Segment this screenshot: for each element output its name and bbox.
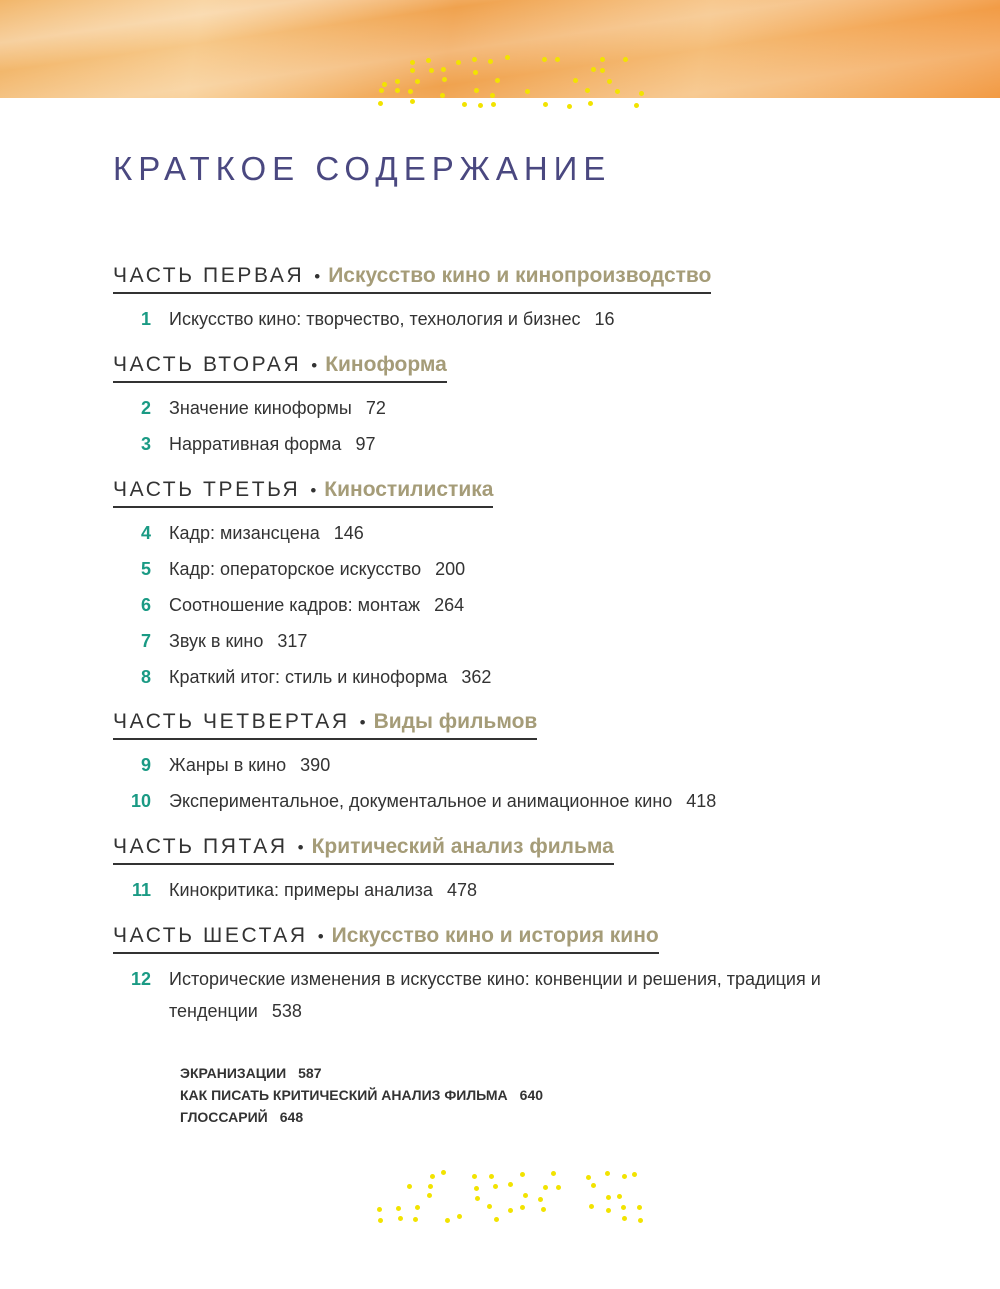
part-section bbox=[113, 922, 899, 1027]
dot bbox=[395, 79, 400, 84]
chapter-page: 97 bbox=[355, 434, 376, 454]
dot bbox=[525, 89, 530, 94]
dot bbox=[567, 104, 572, 109]
dot bbox=[413, 1217, 418, 1222]
dot bbox=[428, 1184, 433, 1189]
chapter-entry[interactable] bbox=[113, 963, 899, 1027]
chapter-entry[interactable] bbox=[113, 749, 716, 781]
chapter-number: 1 bbox=[140, 309, 151, 329]
chapter-page: 146 bbox=[333, 523, 364, 543]
dot bbox=[508, 1182, 513, 1187]
dot bbox=[600, 68, 605, 73]
part-heading[interactable] bbox=[113, 708, 537, 740]
dot bbox=[520, 1205, 525, 1210]
dot bbox=[622, 1174, 627, 1179]
dot bbox=[617, 1194, 622, 1199]
part-section bbox=[113, 351, 447, 460]
chapter-page: 362 bbox=[461, 667, 492, 687]
dot bbox=[378, 1218, 383, 1223]
dot bbox=[395, 88, 400, 93]
chapter-title: Звук в кино bbox=[169, 631, 264, 651]
chapter-entry[interactable] bbox=[113, 625, 493, 657]
chapter-number: 7 bbox=[140, 631, 151, 651]
dot bbox=[638, 1218, 643, 1223]
appendix-list bbox=[180, 1062, 543, 1128]
appendix-item[interactable] bbox=[180, 1062, 543, 1084]
appendix-item[interactable] bbox=[180, 1106, 543, 1128]
dot bbox=[637, 1205, 642, 1210]
dot bbox=[589, 1204, 594, 1209]
dot bbox=[415, 1205, 420, 1210]
dot bbox=[462, 102, 467, 107]
chapter-page: 16 bbox=[594, 309, 615, 329]
chapter-entry[interactable] bbox=[113, 589, 493, 621]
chapter-entry[interactable] bbox=[113, 517, 493, 549]
page-title: КРАТКОЕ СОДЕРЖАНИЕ bbox=[113, 150, 612, 188]
dot bbox=[623, 57, 628, 62]
part-name: Киностилистика bbox=[324, 478, 494, 501]
part-heading[interactable] bbox=[113, 476, 493, 508]
dot bbox=[490, 93, 495, 98]
dot bbox=[410, 68, 415, 73]
dot bbox=[588, 101, 593, 106]
dot bbox=[377, 1207, 382, 1212]
dot bbox=[600, 57, 605, 62]
dot bbox=[556, 1185, 561, 1190]
part-section bbox=[113, 833, 614, 906]
dot bbox=[639, 91, 644, 96]
chapter-number: 3 bbox=[140, 434, 151, 454]
dot bbox=[426, 58, 431, 63]
dot bbox=[632, 1172, 637, 1177]
chapter-page: 317 bbox=[277, 631, 308, 651]
dot bbox=[615, 89, 620, 94]
appendix-title: ГЛОССАРИЙ bbox=[180, 1109, 268, 1125]
appendix-item[interactable] bbox=[180, 1084, 543, 1106]
appendix-page: 648 bbox=[279, 1109, 304, 1125]
dot bbox=[555, 57, 560, 62]
dot bbox=[621, 1205, 626, 1210]
chapter-title: Жанры в кино bbox=[169, 755, 287, 775]
dot bbox=[474, 88, 479, 93]
dot bbox=[605, 1171, 610, 1176]
dot bbox=[442, 77, 447, 82]
dot bbox=[475, 1196, 480, 1201]
chapter-title: Нарративная форма bbox=[169, 434, 342, 454]
dot bbox=[543, 1185, 548, 1190]
chapter-entry[interactable] bbox=[113, 553, 493, 585]
dot bbox=[607, 79, 612, 84]
appendix-title: ЭКРАНИЗАЦИИ bbox=[180, 1065, 287, 1081]
bullet-icon: • bbox=[314, 267, 321, 286]
chapter-number: 9 bbox=[140, 755, 151, 775]
chapter-number: 2 bbox=[140, 398, 151, 418]
chapter-number: 8 bbox=[140, 667, 151, 687]
part-name: Киноформа bbox=[325, 353, 447, 376]
chapter-number: 12 bbox=[130, 969, 151, 989]
chapter-page: 418 bbox=[686, 791, 717, 811]
part-section bbox=[113, 708, 716, 817]
dot bbox=[505, 55, 510, 60]
dot bbox=[408, 89, 413, 94]
dot bbox=[489, 1174, 494, 1179]
chapter-number: 10 bbox=[130, 791, 151, 811]
dot bbox=[441, 1170, 446, 1175]
dot bbox=[523, 1193, 528, 1198]
chapter-entry[interactable] bbox=[113, 874, 614, 906]
chapter-entry[interactable] bbox=[113, 428, 447, 460]
chapter-page: 200 bbox=[435, 559, 466, 579]
chapter-title: Экспериментальное, документальное и анимационное кино bbox=[169, 791, 673, 811]
dot bbox=[457, 1214, 462, 1219]
chapter-page: 264 bbox=[434, 595, 465, 615]
dot bbox=[396, 1206, 401, 1211]
bullet-icon: • bbox=[317, 927, 324, 946]
dot bbox=[410, 99, 415, 104]
part-heading[interactable] bbox=[113, 922, 659, 954]
dot bbox=[508, 1208, 513, 1213]
dot bbox=[586, 1175, 591, 1180]
dot bbox=[494, 1217, 499, 1222]
dot bbox=[538, 1197, 543, 1202]
appendix-page: 587 bbox=[298, 1065, 322, 1081]
appendix-title: КАК ПИСАТЬ КРИТИЧЕСКИЙ АНАЛИЗ ФИЛЬМА bbox=[180, 1087, 508, 1103]
bullet-icon: • bbox=[310, 481, 317, 500]
dot bbox=[493, 1184, 498, 1189]
dot bbox=[456, 60, 461, 65]
chapter-number: 6 bbox=[140, 595, 151, 615]
chapter-page: 390 bbox=[300, 755, 331, 775]
chapter-title: Кинокритика: примеры анализа bbox=[169, 880, 433, 900]
chapter-entry[interactable] bbox=[113, 303, 711, 335]
dot bbox=[591, 67, 596, 72]
part-label: ЧАСТЬ ТРЕТЬЯ bbox=[113, 478, 301, 501]
dot bbox=[445, 1218, 450, 1223]
dot bbox=[407, 1184, 412, 1189]
dot bbox=[430, 1174, 435, 1179]
chapter-number: 11 bbox=[131, 880, 151, 900]
part-label: ЧАСТЬ ПЯТАЯ bbox=[113, 835, 288, 858]
chapter-entry[interactable] bbox=[113, 785, 716, 817]
appendix-page: 640 bbox=[519, 1087, 544, 1103]
part-label: ЧАСТЬ ПЕРВАЯ bbox=[113, 264, 305, 287]
chapter-page: 72 bbox=[365, 398, 386, 418]
part-section bbox=[113, 476, 493, 693]
chapter-title: Краткий итог: стиль и киноформа bbox=[169, 667, 448, 687]
dot bbox=[427, 1193, 432, 1198]
part-heading[interactable] bbox=[113, 833, 614, 865]
dot bbox=[491, 102, 496, 107]
chapter-title: Кадр: операторское искусство bbox=[169, 559, 422, 579]
dot bbox=[622, 1216, 627, 1221]
bullet-icon: • bbox=[297, 838, 304, 857]
decorative-dots-top bbox=[375, 55, 655, 115]
bullet-icon: • bbox=[311, 356, 318, 375]
part-section bbox=[113, 262, 711, 335]
chapter-page: 538 bbox=[271, 1001, 302, 1021]
part-heading[interactable] bbox=[113, 351, 447, 383]
dot bbox=[410, 60, 415, 65]
dot bbox=[541, 1207, 546, 1212]
chapter-title: Кадр: мизансцена bbox=[169, 523, 320, 543]
part-name: Искусство кино и история кино bbox=[331, 924, 659, 947]
dot bbox=[440, 93, 445, 98]
dot bbox=[473, 70, 478, 75]
part-name: Критический анализ фильма bbox=[311, 835, 614, 858]
dot bbox=[520, 1172, 525, 1177]
dot bbox=[415, 79, 420, 84]
dot bbox=[542, 57, 547, 62]
dot bbox=[591, 1183, 596, 1188]
chapter-title: Соотношение кадров: монтаж bbox=[169, 595, 421, 615]
dot bbox=[573, 78, 578, 83]
part-name: Виды фильмов bbox=[373, 710, 538, 733]
chapter-title: Значение киноформы bbox=[169, 398, 352, 418]
dot bbox=[543, 102, 548, 107]
part-label: ЧАСТЬ ВТОРАЯ bbox=[113, 353, 302, 376]
part-name: Искусство кино и кинопроизводство bbox=[328, 264, 712, 287]
dot bbox=[585, 88, 590, 93]
dot bbox=[487, 1204, 492, 1209]
chapter-page: 478 bbox=[446, 880, 477, 900]
part-label: ЧАСТЬ ЧЕТВЕРТАЯ bbox=[113, 710, 350, 733]
chapter-number: 5 bbox=[140, 559, 151, 579]
dot bbox=[474, 1186, 479, 1191]
dot bbox=[472, 57, 477, 62]
chapter-title: Искусство кино: творчество, технология и бизнес bbox=[169, 309, 581, 329]
chapter-title: Исторические изменения в искусстве кино: конвенции и решения, традиция и тенденции bbox=[169, 969, 821, 1021]
dot bbox=[472, 1174, 477, 1179]
dot bbox=[429, 68, 434, 73]
chapter-entry[interactable] bbox=[113, 661, 493, 693]
dot bbox=[488, 59, 493, 64]
dot bbox=[382, 82, 387, 87]
dot bbox=[398, 1216, 403, 1221]
dot bbox=[478, 103, 483, 108]
dot bbox=[551, 1171, 556, 1176]
chapter-entry[interactable] bbox=[113, 392, 447, 424]
dot bbox=[634, 103, 639, 108]
dot bbox=[378, 101, 383, 106]
dot bbox=[606, 1208, 611, 1213]
dot bbox=[379, 88, 384, 93]
part-heading[interactable] bbox=[113, 262, 711, 294]
bullet-icon: • bbox=[359, 713, 366, 732]
dot bbox=[606, 1195, 611, 1200]
dot bbox=[495, 78, 500, 83]
part-label: ЧАСТЬ ШЕСТАЯ bbox=[113, 924, 308, 947]
chapter-number: 4 bbox=[140, 523, 151, 543]
dot bbox=[441, 67, 446, 72]
decorative-dots-bottom bbox=[375, 1170, 655, 1230]
